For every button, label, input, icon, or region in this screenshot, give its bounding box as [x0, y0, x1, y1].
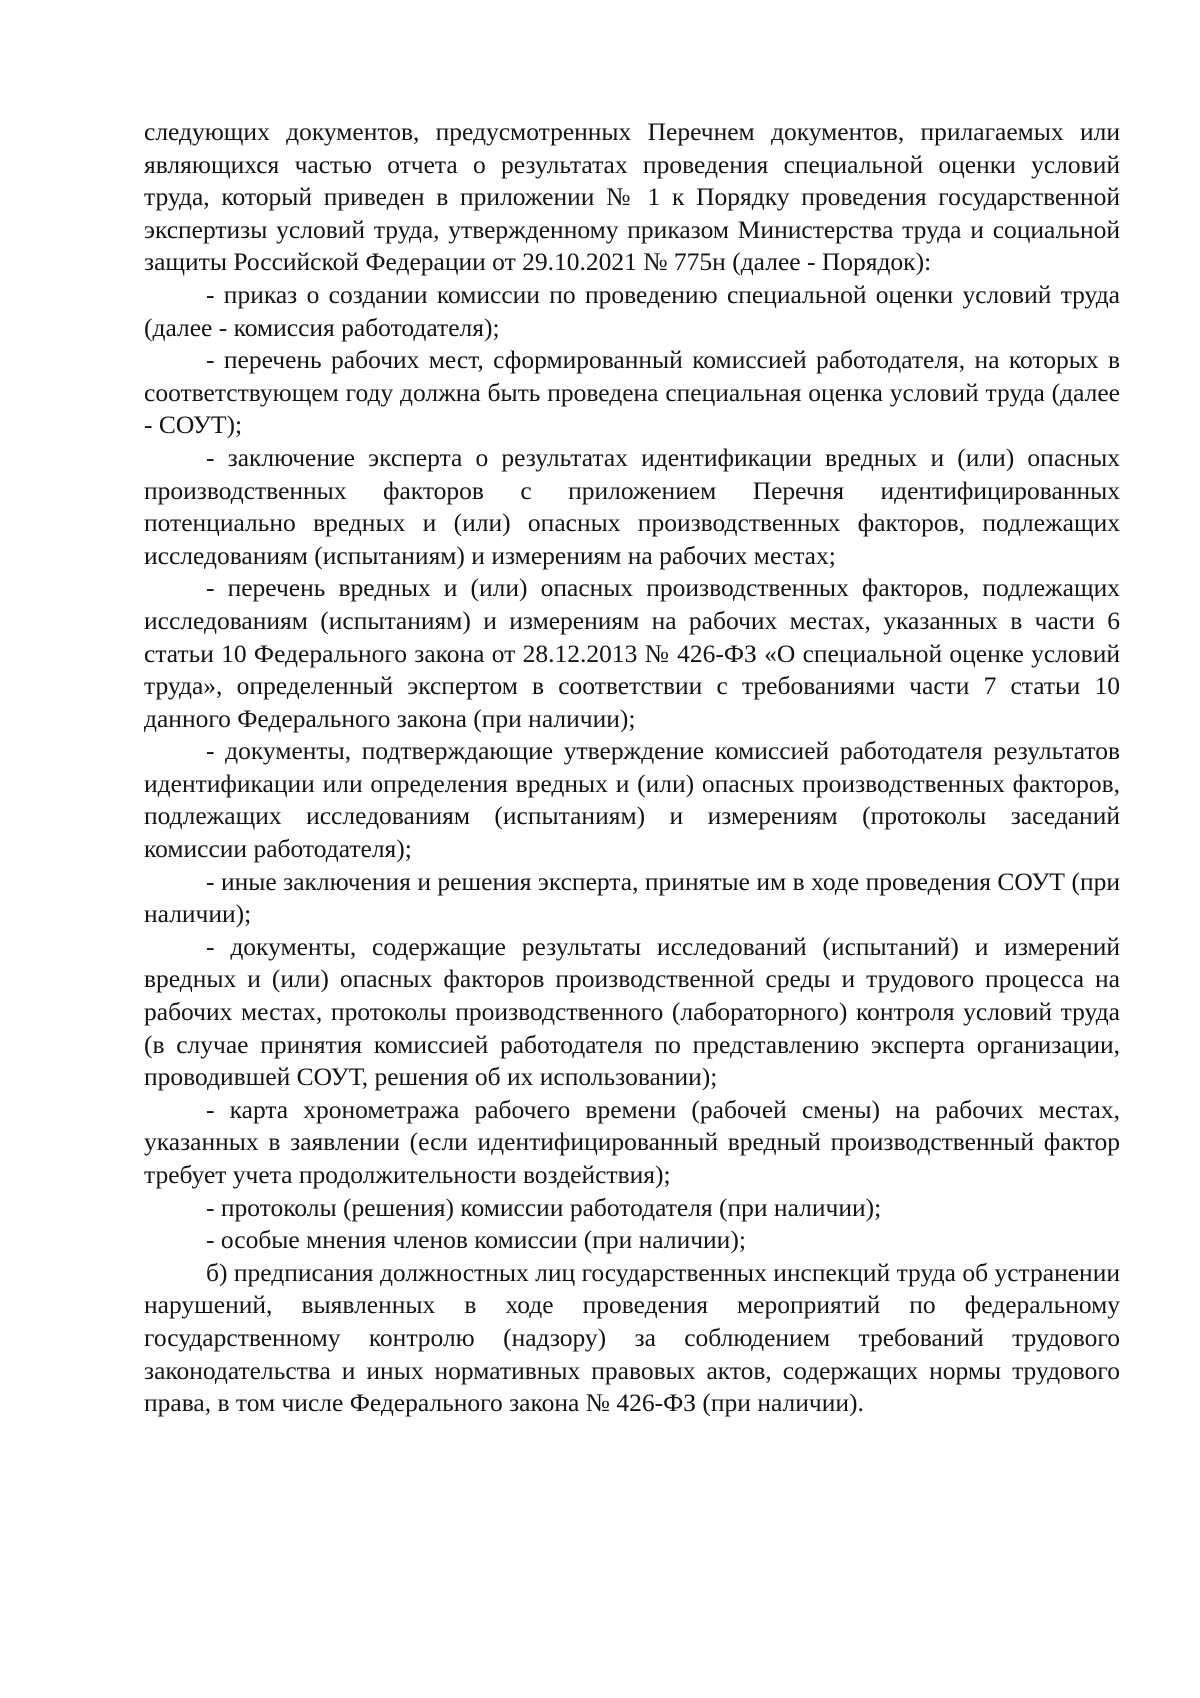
paragraph-subitem-b: б) предписания должностных лиц государственных инспекций труда об устранении нарушений, выявленных в ходе проведения мероприятий по федеральному государственному контролю (надзору) за соблюдением требований трудового законодательства и иных нормативных правовых актов, содержащих нормы трудового права, в том числе Федерального закона № 426-ФЗ (при наличии).: [144, 1257, 1120, 1418]
paragraph-list-item: - документы, содержащие результаты исследований (испытаний) и измерений вредных и (или) опасных факторов производственной среды и трудового процесса на рабочих местах, протоколы производственного (лабораторного) контроля условий труда (в случае принятия комиссией работодателя по представлению эксперта организации, проводившей СОУТ, решения об их использовании);: [144, 931, 1120, 1092]
paragraph-list-item: - заключение эксперта о результатах идентификации вредных и (или) опасных производственных факторов с приложением Перечня идентифицированных потенциально вредных и (или) опасных производственных факторов, подлежащих исследованиям (испытаниям) и измерениям на рабочих местах;: [144, 442, 1120, 570]
paragraph-list-item: - перечень рабочих мест, сформированный комиссией работодателя, на которых в соответствующем году должна быть проведена специальная оценка условий труда (далее - СОУТ);: [144, 345, 1120, 440]
paragraph-list-item: - особые мнения членов комиссии (при наличии);: [206, 1225, 746, 1255]
paragraph-list-item: - приказ о создании комиссии по проведению специальной оценки условий труда (далее - комиссия работодателя);: [144, 279, 1120, 342]
paragraph-list-item: - карта хронометража рабочего времени (рабочей смены) на рабочих местах, указанных в заявлении (если идентифицированный вредный производственный фактор требует учета продолжительности воздействия);: [144, 1094, 1120, 1189]
paragraph-list-item: - иные заключения и решения эксперта, принятые им в ходе проведения СОУТ (при наличии);: [144, 866, 1120, 929]
paragraph-intro: следующих документов, предусмотренных Перечнем документов, прилагаемых или являющихся частью отчета о результатах проведения специальной оценки условий труда, который приведен в приложении № 1 к Порядку проведения государственной экспертизы условий труда, утвержденному приказом Министерства труда и социальной защиты Российской Федерации от 29.10.2021 № 775н (далее - Порядок):: [144, 117, 1120, 277]
document-body: [144, 116, 1120, 1420]
paragraph-list-item: - перечень вредных и (или) опасных производственных факторов, подлежащих исследованиям (испытаниям) и измерениям на рабочих местах, указанных в части 6 статьи 10 Федерального закона от 28.12.2013 № 426-ФЗ «О специальной оценке условий труда», определенный экспертом в соответствии с требованиями части 7 статьи 10 данного Федерального закона (при наличии);: [144, 573, 1120, 733]
paragraph-list-item: - документы, подтверждающие утверждение комиссией работодателя результатов идентификации или определения вредных и (или) опасных производственных факторов, подлежащих исследованиям (испытаниям) и измерениям (протоколы заседаний комиссии работодателя);: [144, 736, 1120, 864]
paragraph-list-item: - протоколы (решения) комиссии работодателя (при наличии);: [206, 1192, 882, 1222]
